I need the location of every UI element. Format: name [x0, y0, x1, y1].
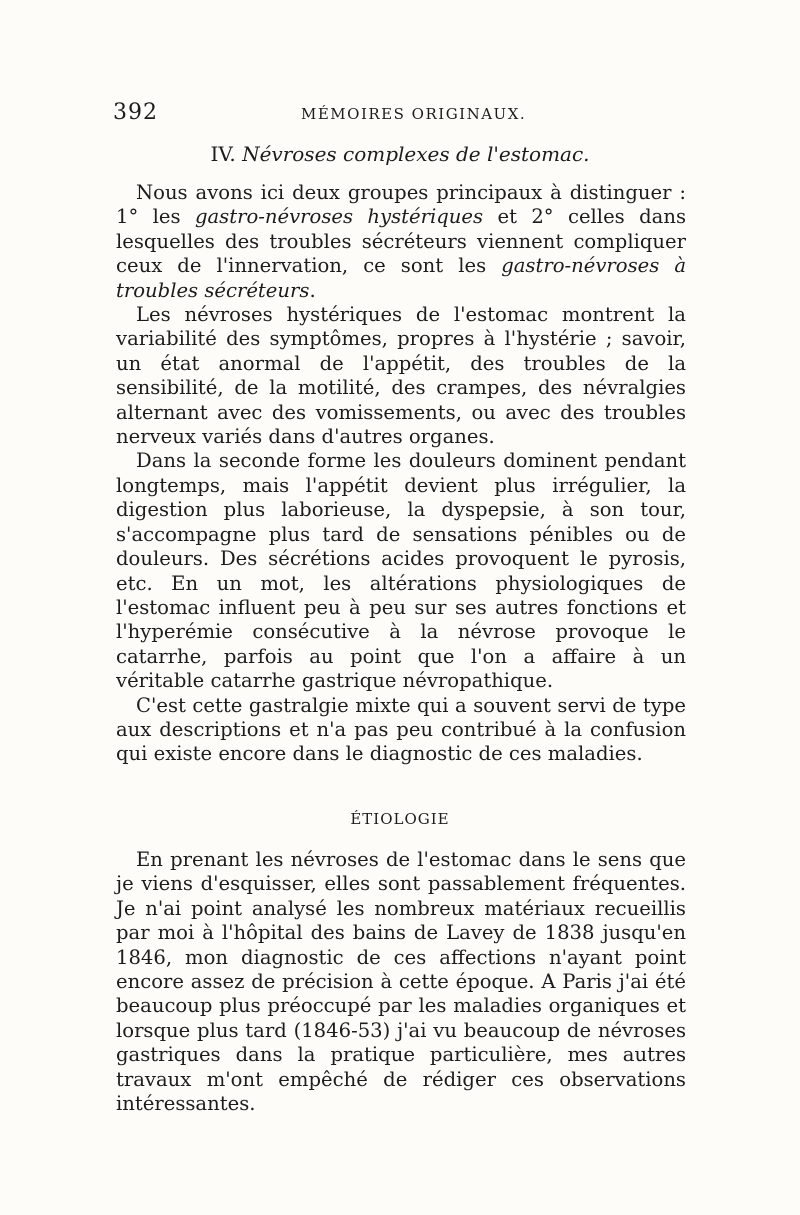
section-title: [0, 142, 800, 166]
page-number: 392: [113, 100, 158, 125]
section-numeral: IV.: [210, 142, 236, 166]
paragraph-intro-italic-d: gastro-névroses à troubles sécréteurs: [116, 254, 687, 302]
paragraph-second-form: Dans la seconde forme les douleurs dominent pendant longtemps, mais l'appétit devient plus irrégulier, la digestion plus laborieuse, la dyspepsie, à son tour, s'accompagne plus tard de sensations pénibles ou de douleurs. Des sécrétions acides provoquent le pyrosis, etc. En un mot, les altérations physiologiques de l'estomac influent peu à peu sur ses autres fonctions et l'hyperémie consécutive à la névrose provoque le catarrhe, parfois au point que l'on a affaire à un véritable catarrhe gastrique névropathique.: [116, 449, 686, 693]
paragraph-etiology: En prenant les névroses de l'estomac dans le sens que je viens d'esquisser, elles sont passablement fréquentes. Je n'ai point analysé les nombreux matériaux recueillis par moi à l'hôpital des bains de Lavey de 1838 jusqu'en 1846, mon diagnostic de ces affections n'ayant point encore assez de précision à cette époque. A Paris j'ai été beaucoup plus préoccupé par les maladies organiques et lorsque plus tard (1846-53) j'ai vu beaucoup de névroses gastriques dans la pratique particulière, mes autres travaux m'ont empêché de rédiger ces observations intéressantes.: [116, 848, 686, 1116]
running-head: MÉMOIRES ORIGINAUX.: [301, 105, 527, 123]
etiology-heading: ÉTIOLOGIE: [350, 810, 450, 828]
paragraph-intro-text-e: .: [309, 278, 316, 302]
paragraph-intro-text-c: et 2° celles dans lesquelles des troubles sécréteurs viennent compliquer ceux de l'innervation, ce sont les: [116, 205, 686, 278]
section-title-text: Névroses complexes de l'estomac.: [242, 142, 590, 166]
paragraph-intro: [116, 181, 686, 303]
paragraph-mixed-gastralgia: C'est cette gastralgie mixte qui a souvent servi de type aux descriptions et n'a pas peu contribué à la confusion qui existe encore dans le diagnostic de ces maladies.: [116, 693, 686, 766]
page-header: [113, 100, 693, 130]
body-text-block: [116, 181, 686, 767]
paragraph-intro-italic-b: gastro-névroses hystériques: [194, 205, 484, 229]
paragraph-intro-text-a: Nous avons ici deux groupes principaux à distinguer : 1° les: [116, 181, 686, 229]
paragraph-hysterical: Les névroses hystériques de l'estomac montrent la variabilité des symptômes, propres à l'hystérie ; savoir, un état anormal de l'appétit, des troubles de la sensibilité, de la motilité, des crampes, des névralgies alternant avec des vomissements, ou avec des troubles nerveux variés dans d'autres organes.: [116, 303, 686, 449]
etiology-text-block: [116, 848, 686, 1116]
